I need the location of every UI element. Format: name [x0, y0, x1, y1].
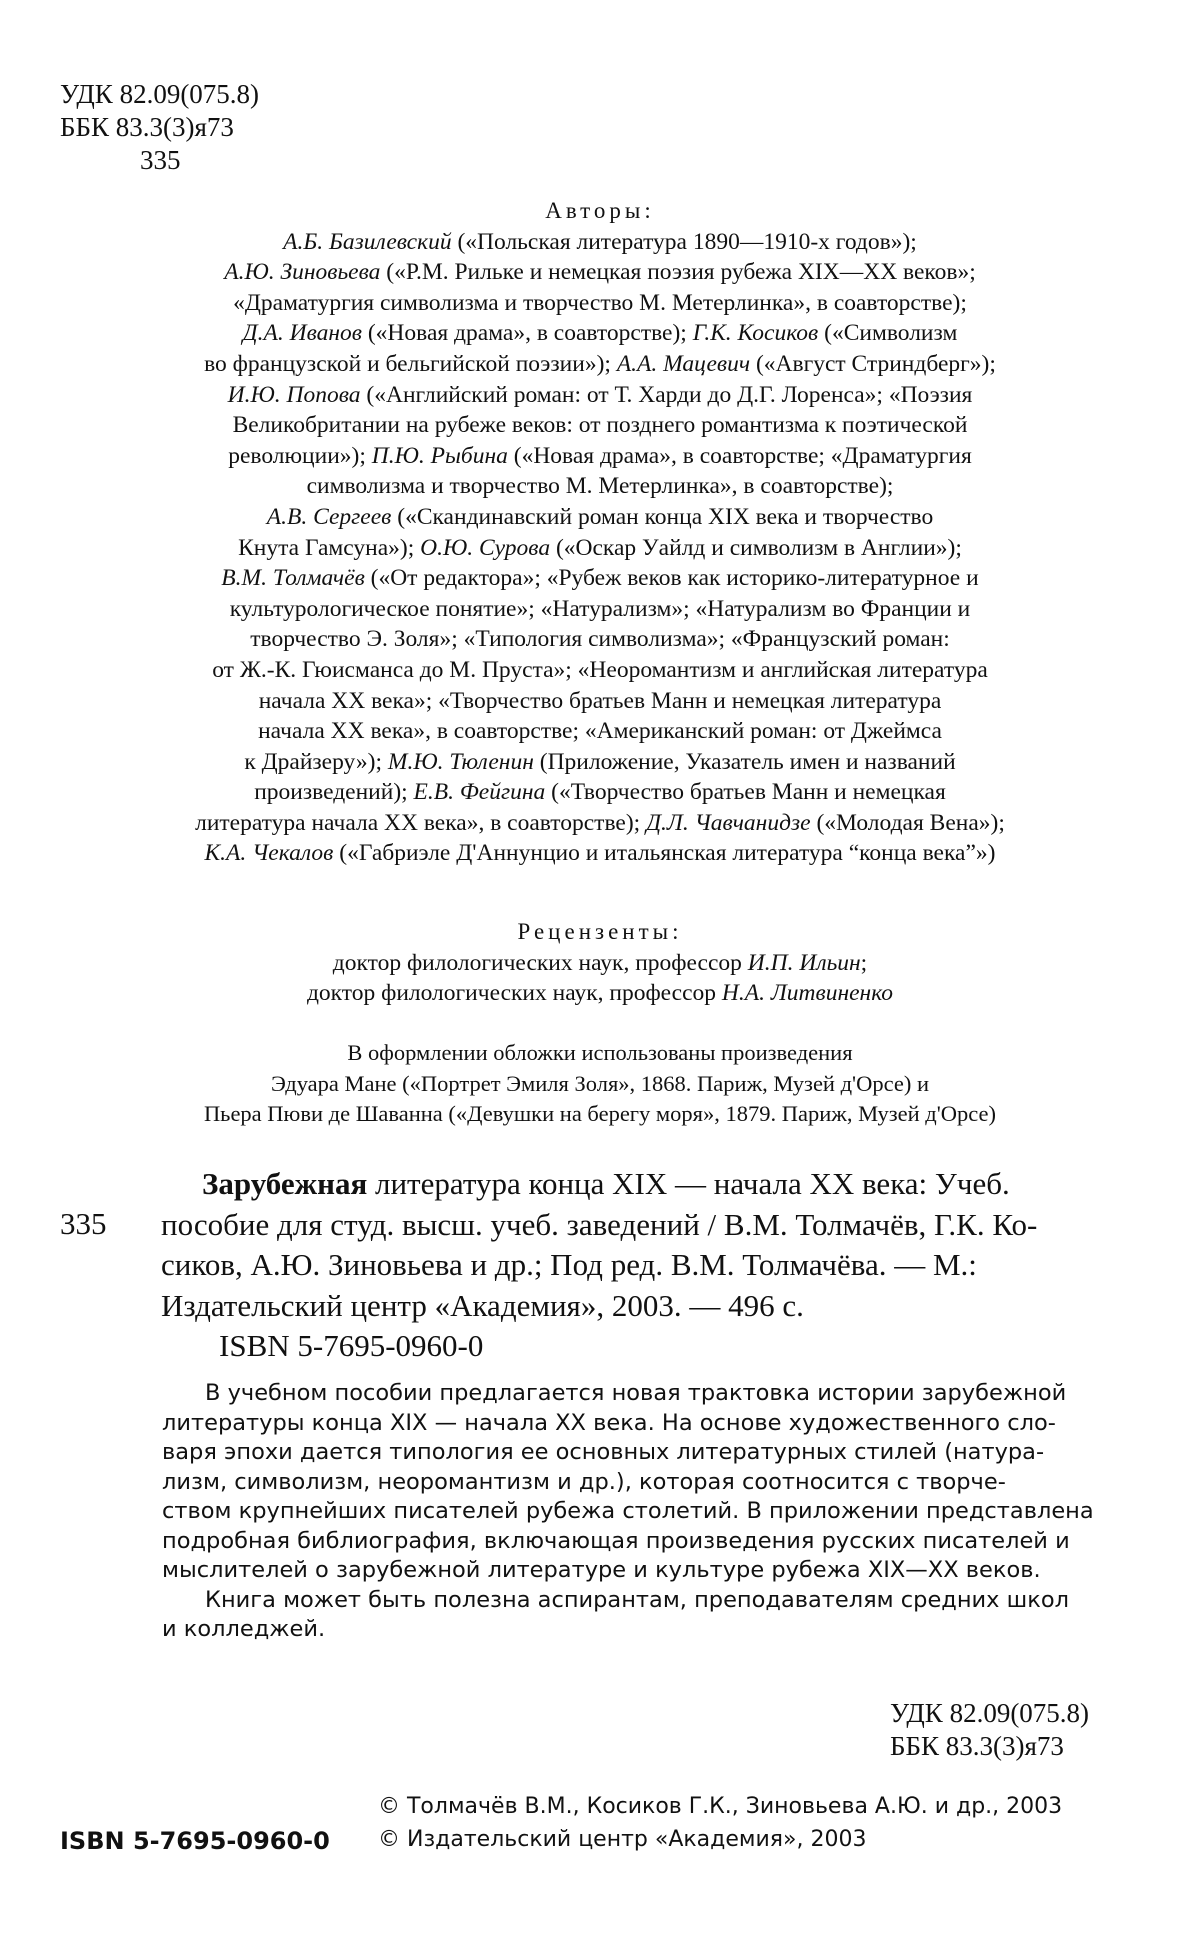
- authors-text: литература начала XX века», в соавторстве);: [195, 809, 647, 836]
- cover-line: В оформлении обложки использованы произведения: [347, 1040, 853, 1065]
- authors-text: («Молодая Вена»);: [810, 809, 1005, 836]
- authors-text: начала XX века»; «Творчество братьев Манн и немецкая литература: [258, 687, 942, 714]
- reviewers-name: И.П. Ильин: [747, 949, 861, 976]
- authors-name: П.Ю. Рыбина: [371, 442, 508, 469]
- authors-text: («Английский роман: от Т. Харди до Д.Г. Лоренса»; «Поэзия: [360, 381, 973, 408]
- authors-text: («Р.М. Рильке и немецкая поэзия рубежа XIX—XX веков»;: [380, 259, 976, 286]
- authors-text: («Новая драма», в соавторстве; «Драматургия: [507, 442, 972, 469]
- reviewers-name: Н.А. Литвиненко: [721, 980, 894, 1007]
- authors-line: [55, 777, 1145, 808]
- abstract-line: и колледжей.: [162, 1616, 326, 1642]
- udk-code-bottom: УДК 82.09(075.8): [890, 1698, 1090, 1728]
- authors-line: [55, 288, 1145, 319]
- authors-line: [55, 471, 1145, 502]
- authors-heading: Авторы:: [545, 198, 655, 223]
- authors-text: («Творчество братьев Манн и немецкая: [545, 779, 946, 806]
- authors-list: [55, 227, 1145, 869]
- authors-text: («Оскар Уайлд и символизм в Англии»);: [550, 534, 962, 561]
- authors-text: («Скандинавский роман конца XIX века и творчество: [391, 503, 934, 530]
- bibliographic-record: [60, 1164, 1150, 1367]
- copyright-line: © Толмачёв В.М., Косиков Г.К., Зиновьева А.Ю. и др., 2003: [378, 1794, 1063, 1819]
- authors-name: Е.В. Фейгина: [413, 779, 546, 806]
- authors-text: («Символизм: [818, 320, 958, 347]
- reviewers-list: [55, 948, 1145, 1009]
- abstract-line: В учебном пособии предлагается новая трактовка истории зарубежной: [205, 1380, 1067, 1406]
- authors-name: А.А. Мацевич: [616, 350, 751, 377]
- classification-bottom: [890, 1697, 1089, 1763]
- authors-line: [55, 747, 1145, 778]
- cover-line: Эдуара Мане («Портрет Эмиля Золя», 1868. Париж, Музей д'Орсе) и: [270, 1070, 930, 1096]
- authors-line: [55, 441, 1145, 472]
- authors-text: во французской и бельгийской поэзии»);: [204, 350, 617, 377]
- abstract-line: подробная библиография, включающая произведения русских писателей и: [162, 1527, 1070, 1554]
- udk-code: УДК 82.09(075.8): [60, 79, 260, 109]
- authors-text: «Драматургия символизма и творчество М. Метерлинка», в соавторстве);: [233, 289, 967, 316]
- authors-text: («Август Стриндберг»);: [750, 350, 996, 377]
- authors-text: («Новая драма», в соавторстве);: [361, 320, 693, 347]
- biblio-line: пособие для студ. высш. учеб. заведений / В.М. Толмачёв, Г.К. Ко-: [161, 1206, 1038, 1242]
- authors-text: культурологическое понятие»; «Натурализм»; «Натурализм во Франции и: [229, 595, 971, 622]
- authors-text: («Габриэле Д'Аннунцио и итальянская литература “конца века”»): [333, 840, 996, 867]
- bbk-code-bottom: ББК 83.3(3)я73: [890, 1731, 1064, 1761]
- biblio-isbn: ISBN 5-7695-0960-0: [219, 1328, 484, 1363]
- abstract-line: лизм, символизм, неоромантизм и др.), которая соотносится с творче-: [162, 1468, 1006, 1495]
- isbn-bottom: ISBN 5-7695-0960-0: [60, 1827, 330, 1855]
- authors-line: [55, 624, 1145, 655]
- abstract-line: Книга может быть полезна аспирантам, преподавателям средних школ: [205, 1586, 1069, 1613]
- authors-text: революции»);: [228, 442, 372, 469]
- authors-text: Кнута Гамсуна»);: [238, 534, 421, 561]
- authors-text: произведений);: [254, 779, 414, 806]
- authors-line: [55, 808, 1145, 839]
- authors-line: [55, 594, 1145, 625]
- bbk-code: ББК 83.3(3)я73: [60, 112, 234, 142]
- authors-name: А.В. Сергеев: [266, 503, 392, 530]
- authors-name: Д.А. Иванов: [242, 320, 362, 347]
- reviewers-text: доктор филологических наук, профессор: [332, 949, 748, 976]
- authors-name: Д.Л. Чавчанидзе: [646, 809, 811, 836]
- authors-text: к Драйзеру»);: [244, 748, 388, 775]
- biblio-line: Издательский центр «Академия», 2003. — 496 с.: [161, 1287, 804, 1323]
- authors-line: [55, 410, 1145, 441]
- reviewers-text: доктор филологических наук, профессор: [306, 980, 722, 1007]
- authors-name: В.М. Толмачёв: [221, 565, 365, 592]
- authors-line: [55, 380, 1145, 411]
- authors-name: М.Ю. Тюленин: [387, 748, 534, 775]
- authors-line: [55, 655, 1145, 686]
- abstract-line: ством крупнейших писателей рубежа столетий. В приложении представлена: [162, 1498, 1094, 1524]
- authors-text: начала XX века», в соавторстве; «Американский роман: от Джеймса: [258, 718, 942, 745]
- reviewers-line: [55, 978, 1145, 1009]
- authors-line: [55, 502, 1145, 533]
- biblio-author-mark: 335: [60, 1206, 107, 1241]
- reviewers-text: ;: [860, 949, 868, 976]
- biblio-title-rest: литература конца XIX — начала XX века: Учеб.: [367, 1166, 1010, 1201]
- biblio-line: сиков, А.Ю. Зиновьева и др.; Под ред. В.М. Толмачёва. — М.:: [161, 1247, 977, 1282]
- authors-text: творчество Э. Золя»; «Типология символизма»; «Французский роман:: [250, 626, 950, 653]
- abstract-line: литературы конца XIX — начала XX века. На основе художественного сло-: [162, 1409, 1056, 1436]
- authors-name: А.Б. Базилевский: [283, 228, 452, 255]
- author-mark: 335: [140, 145, 181, 175]
- authors-line: [55, 227, 1145, 258]
- authors-text: символизма и творчество М. Метерлинка», в соавторстве);: [306, 473, 894, 500]
- authors-text: («От редактора»; «Рубеж веков как историко-литературное и: [364, 565, 979, 592]
- reviewers-line: [55, 948, 1145, 979]
- authors-line: [55, 838, 1145, 869]
- authors-text: Великобритании на рубеже веков: от позднего романтизма к поэтической: [232, 412, 968, 439]
- authors-name: И.Ю. Попова: [227, 381, 361, 408]
- cover-credits: [55, 1038, 1145, 1130]
- authors-section: [55, 196, 1145, 869]
- authors-name: К.А. Чекалов: [204, 840, 334, 867]
- biblio-title-line: [60, 1164, 1150, 1205]
- authors-name: О.Ю. Сурова: [420, 534, 551, 561]
- abstract-line: мыслителей о зарубежной литературе и культуре рубежа XIX—XX веков.: [162, 1557, 1041, 1583]
- authors-line: [55, 318, 1145, 349]
- authors-text: («Польская литература 1890—1910-х годов»);: [451, 228, 917, 255]
- abstract-line: варя эпохи дается типология ее основных литературных стилей (натура-: [162, 1439, 1045, 1465]
- authors-line: [55, 533, 1145, 564]
- authors-text: от Ж.-К. Гюисманса до М. Пруста»; «Неоромантизм и английская литература: [212, 656, 988, 683]
- reviewers-section: [55, 917, 1145, 1009]
- authors-line: [55, 563, 1145, 594]
- copyright-line: © Издательский центр «Академия», 2003: [378, 1827, 867, 1852]
- biblio-title-bold: Зарубежная: [202, 1166, 368, 1201]
- copyright-notice: [378, 1790, 1062, 1856]
- authors-line: [55, 257, 1145, 288]
- cover-line: Пьера Пюви де Шаванна («Девушки на берегу моря», 1879. Париж, Музей д'Орсе): [203, 1101, 997, 1127]
- authors-line: [55, 716, 1145, 747]
- abstract: [162, 1379, 1140, 1645]
- reviewers-heading: Рецензенты:: [517, 919, 683, 944]
- authors-name: Г.К. Косиков: [692, 320, 819, 347]
- authors-text: (Приложение, Указатель имен и названий: [533, 748, 956, 775]
- classification-top: [60, 78, 259, 177]
- authors-line: [55, 686, 1145, 717]
- authors-line: [55, 349, 1145, 380]
- authors-name: А.Ю. Зиновьева: [224, 259, 381, 286]
